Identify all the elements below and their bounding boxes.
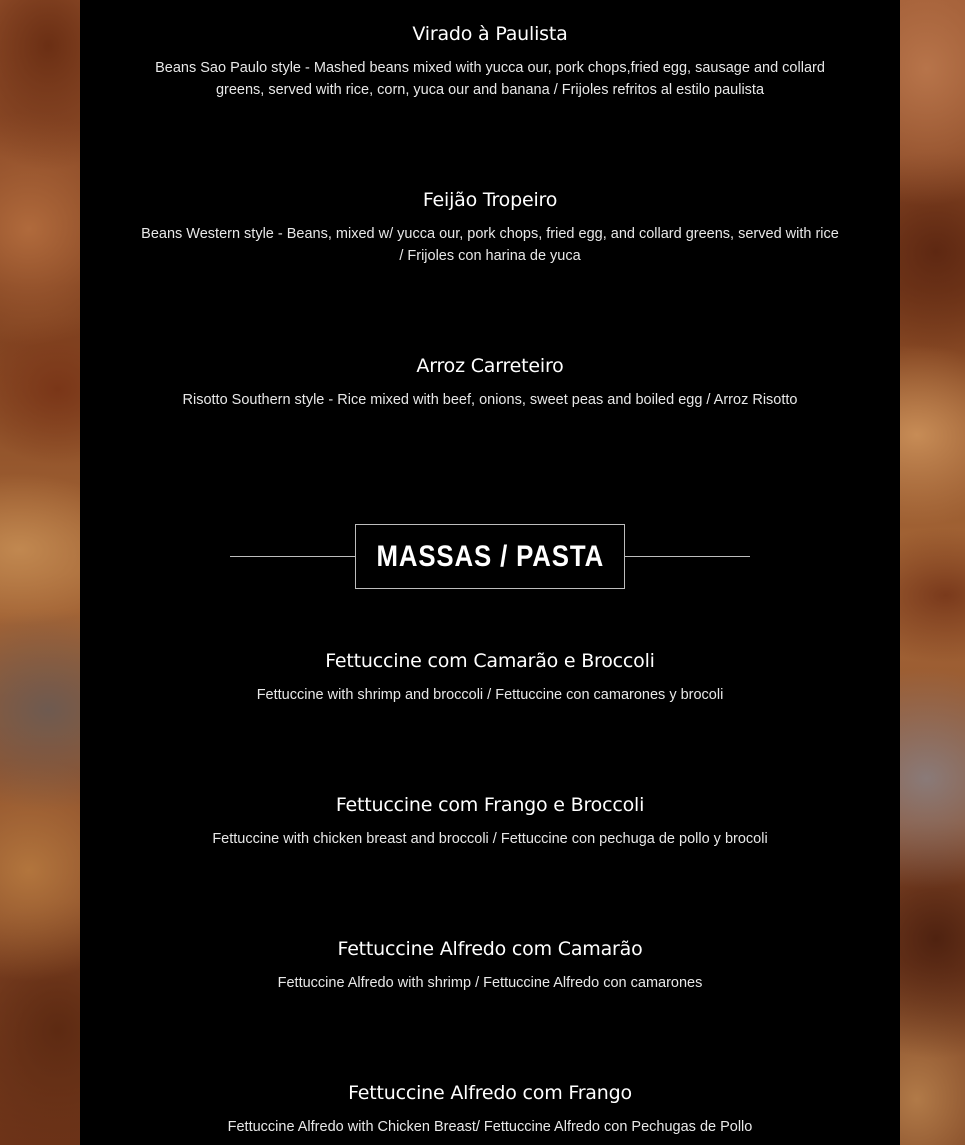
dish-title: Virado à Paulista — [412, 23, 568, 45]
menu-item — [140, 1080, 840, 1138]
dish-title: Fettuccine com Camarão e Broccoli — [325, 650, 655, 672]
section-title: MASSAS / PASTA — [376, 539, 604, 573]
dish-description: Fettuccine Alfredo with Chicken Breast/ Fettuccine Alfredo con Pechugas de Pollo — [227, 1119, 753, 1135]
dish-description: Fettuccine Alfredo with shrimp / Fettuccine Alfredo con camarones — [277, 975, 703, 991]
dish-description: Risotto Southern style - Rice mixed with beef, onions, sweet peas and boiled egg / Arroz Risotto — [182, 392, 798, 408]
dish-title: Feijão Tropeiro — [422, 189, 558, 211]
menu-item — [140, 21, 840, 101]
dish-description: Fettuccine with chicken breast and broccoli / Fettuccine con pechuga de pollo y brocoli — [212, 831, 768, 847]
menu-item — [140, 187, 840, 267]
dish-description: Beans Western style - Beans, mixed w/ yucca our, pork chops, fried egg, and collard greens, served with rice / Frijoles con harina de yuca — [141, 226, 839, 264]
dish-title: Fettuccine Alfredo com Frango — [348, 1082, 632, 1104]
menu-item — [140, 792, 840, 850]
menu-item — [140, 936, 840, 994]
dish-description: Beans Sao Paulo style - Mashed beans mixed with yucca our, pork chops,fried egg, sausage and collard greens, served with rice, corn, yuca our and banana / Frijoles refritos al estilo paulista — [155, 60, 825, 98]
dish-description: Fettuccine with shrimp and broccoli / Fettuccine con camarones y brocoli — [256, 687, 724, 703]
dish-title: Fettuccine com Frango e Broccoli — [335, 794, 645, 816]
section-divider-right — [625, 556, 750, 557]
dish-title: Fettuccine Alfredo com Camarão — [337, 938, 643, 960]
section-header-pasta — [355, 524, 625, 589]
menu-item — [140, 353, 840, 411]
dish-title: Arroz Carreteiro — [416, 355, 564, 377]
section-divider-left — [230, 556, 355, 557]
menu-item — [140, 648, 840, 706]
menu-panel — [80, 0, 900, 1145]
